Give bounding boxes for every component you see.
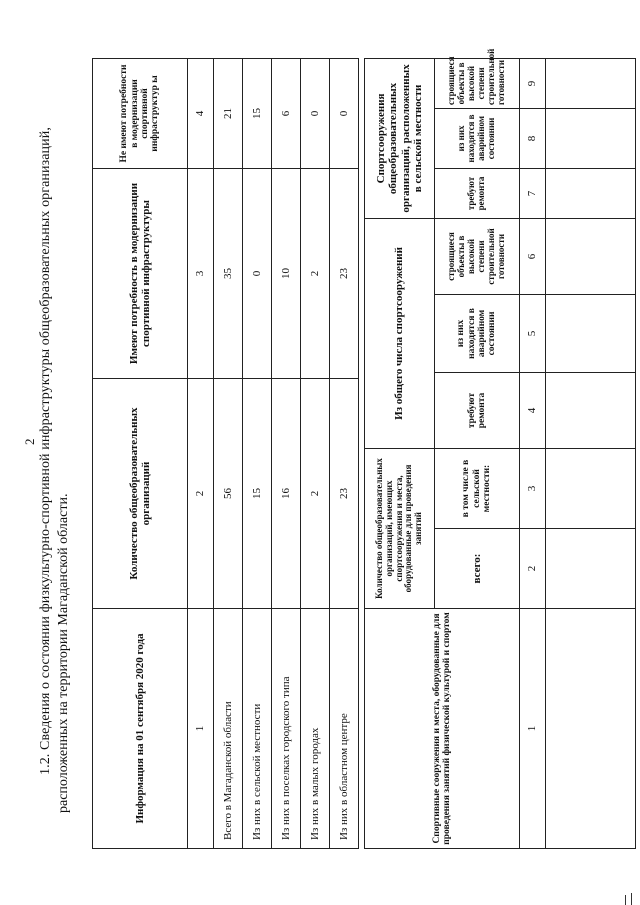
- col-number: 6: [520, 218, 546, 294]
- col-number: 2: [520, 529, 546, 609]
- cell-need: 0: [243, 169, 272, 379]
- cell-no-need: 6: [272, 59, 301, 169]
- cell-need: 10: [272, 169, 301, 379]
- col-number: 7: [520, 168, 546, 218]
- table-row: [243, 59, 272, 849]
- col-number: 5: [520, 294, 546, 372]
- page-number: 2: [22, 438, 37, 445]
- header-need-modernization: Имеют потребность в модернизации спортивной инфраструктуры: [93, 169, 188, 379]
- header-facilities: Спортивные сооружения и места, оборудованные для проведения занятий физической культурой и спортом: [365, 609, 520, 849]
- header-of-total: Из общего числа спортсооружений: [365, 218, 435, 448]
- row-label: Из них в областном центре: [330, 609, 359, 849]
- header-under-construction: строящиеся объекты в высокой степени строительной готовности: [435, 58, 520, 108]
- header-need-repair: требуют ремонта: [435, 372, 520, 448]
- cell-count: 16: [272, 379, 301, 609]
- section-caption-line-2: расположенных на территории Магаданской области.: [56, 493, 71, 813]
- footer-rule: [625, 895, 626, 905]
- cell-need: 23: [330, 169, 359, 379]
- col-number: 8: [520, 108, 546, 168]
- row-label: Всего в Магаданской области: [214, 609, 243, 849]
- cell-no-need: 21: [214, 59, 243, 169]
- header-emergency: из них находятся в аварийном состоянии: [435, 294, 520, 372]
- cell-no-need: 0: [301, 59, 330, 169]
- cell-need: 2: [301, 169, 330, 379]
- section-caption-line-1: 1.2. Сведения о состоянии физкультурно-спортивной инфраструктуры общеобразовательных организаций,: [38, 127, 53, 775]
- col-number: 3: [520, 448, 546, 528]
- table-row: [546, 58, 636, 848]
- col-number: 4: [520, 372, 546, 448]
- cell-count: 2: [301, 379, 330, 609]
- header-rural-sport: Спортсооружения общеобразовательных организаций, расположенных в сельской местности: [365, 58, 435, 218]
- header-org-count: Количество общеобразовательных организаций, имеющих спортсооружения и места, оборудованные для проведения занятий: [365, 448, 435, 608]
- table-row: [330, 59, 359, 849]
- cell-no-need: 0: [330, 59, 359, 169]
- header-school-count: Количество общеобразовательных организаций: [93, 379, 188, 609]
- row-label: Из них в малых городах: [301, 609, 330, 849]
- col-number: 3: [188, 169, 214, 379]
- table-row: [272, 59, 301, 849]
- cell-count: 23: [330, 379, 359, 609]
- row-label: Из них в сельской местности: [243, 609, 272, 849]
- footer-rule: [631, 893, 632, 905]
- cell-no-need: 15: [243, 59, 272, 169]
- header-rural: в том числе в сельской местности:: [435, 448, 520, 528]
- col-number: 2: [188, 379, 214, 609]
- col-number: 4: [188, 59, 214, 169]
- col-number: 9: [520, 58, 546, 108]
- row-label: Из них в поселках городского типа: [272, 609, 301, 849]
- header-under-construction: строящиеся объекты в высокой степени строительной готовности: [435, 218, 520, 294]
- header-info: Информация на 01 сентября 2020 года: [93, 609, 188, 849]
- col-number: 1: [188, 609, 214, 849]
- school-count-table: [92, 58, 359, 849]
- table-row: [301, 59, 330, 849]
- header-total: всего:: [435, 529, 520, 609]
- cell-count: 56: [214, 379, 243, 609]
- header-emergency: из них находятся в аварийном состоянии: [435, 108, 520, 168]
- header-need-repair: требуют ремонта: [435, 168, 520, 218]
- header-no-need-modernization: Не имеют потребности в модернизации спортивной инфраструктур ы: [93, 59, 188, 169]
- table-row: [214, 59, 243, 849]
- col-number: 1: [520, 609, 546, 849]
- sport-facilities-table: [364, 48, 636, 849]
- cell-count: 15: [243, 379, 272, 609]
- cell-need: 35: [214, 169, 243, 379]
